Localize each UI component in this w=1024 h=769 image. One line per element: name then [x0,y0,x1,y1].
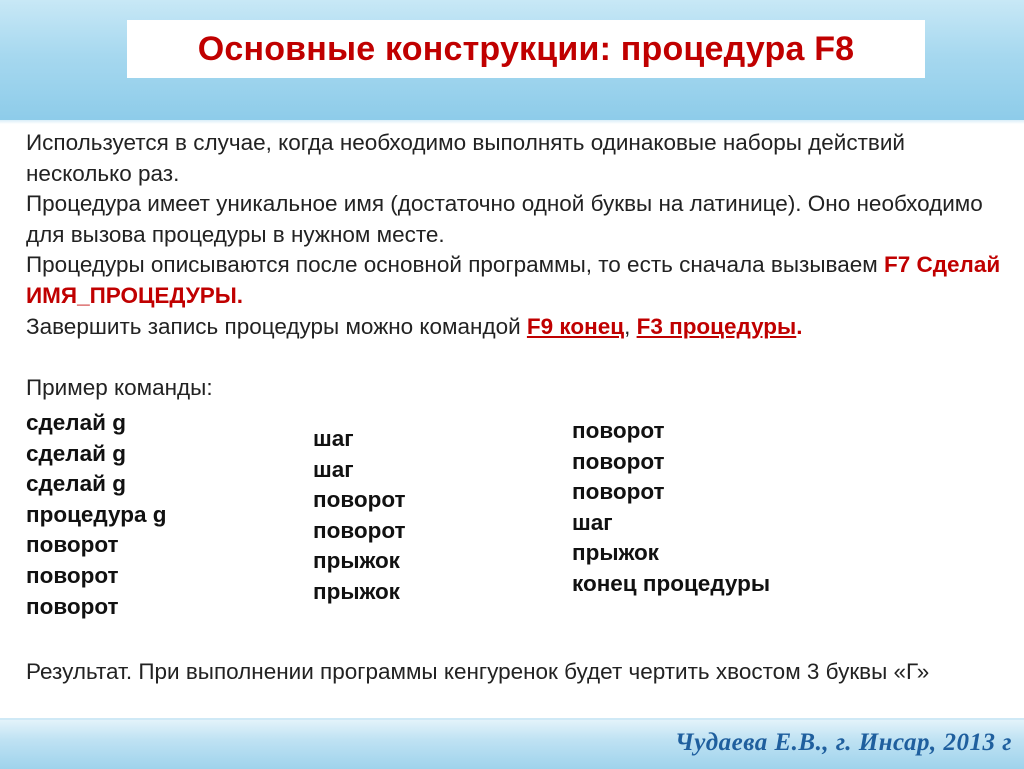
example-command-line: шаг [313,456,354,482]
command-end: F9 конец [526,313,625,339]
command-call-end: . [236,282,244,308]
example-command-line: сделай g [26,440,126,466]
example-label: Пример команды: [26,374,213,400]
paragraph-description [26,250,1011,311]
example-code [26,408,1011,638]
page-title: Основные конструкции: процедура F8 [197,29,855,68]
paragraph-description-text: Процедуры описываются после основной программы, то есть сначала вызываем [26,252,884,278]
paragraph-finish [26,312,1011,343]
example-command-line: прыжок [572,540,659,566]
example-command-line: сделай g [26,410,126,435]
footer-band [0,718,1024,769]
example-column-2 [313,424,406,608]
example-command-line: процедура g [26,501,167,527]
example-command-line: прыжок [313,548,400,574]
example-command-line: шаг [572,509,613,535]
example-command-line: прыжок [313,578,400,604]
example-command-line: поворот [572,418,665,443]
example-command-line: поворот [26,532,119,558]
result-text: Результат. При выполнении программы кенгуренок будет чертить хвостом 3 буквы «Г» [26,659,930,684]
example-command-line: поворот [313,517,406,543]
example-command-line: поворот [313,487,406,513]
author-footer: Чудаева Е.В., г. Инсар, 2013 г [675,729,1012,756]
paragraph-finish-text: Завершить запись процедуры можно командой [26,313,527,339]
example-command-line: сделай g [26,471,126,497]
title-box [127,20,925,78]
example-command-line: конец процедуры [572,570,771,596]
example-command-line: поворот [572,479,665,505]
example-column-1 [26,408,166,622]
example-command-line: поворот [26,593,119,619]
example-column-3 [572,416,770,600]
paragraph-name: Процедура имеет уникальное имя (достаточно одной буквы на латинице). Оно необходимо для вызова процедуры в нужном месте. [26,191,983,247]
example-command-line: шаг [313,426,354,451]
example-command-line: поворот [26,562,119,588]
paragraph-usage: Используется в случае, когда необходимо выполнять одинаковые наборы действий несколько раз. [26,130,905,186]
command-separator: , [624,313,637,339]
spacer [26,342,1011,373]
body-text [26,128,1011,403]
example-command-line: поворот [572,448,665,474]
command-procedure-end: . [796,313,803,339]
command-procedure: F3 процедуры [636,313,797,339]
command-call: F7 Сделай ИМЯ_ПРОЦЕДУРЫ [26,252,1001,308]
